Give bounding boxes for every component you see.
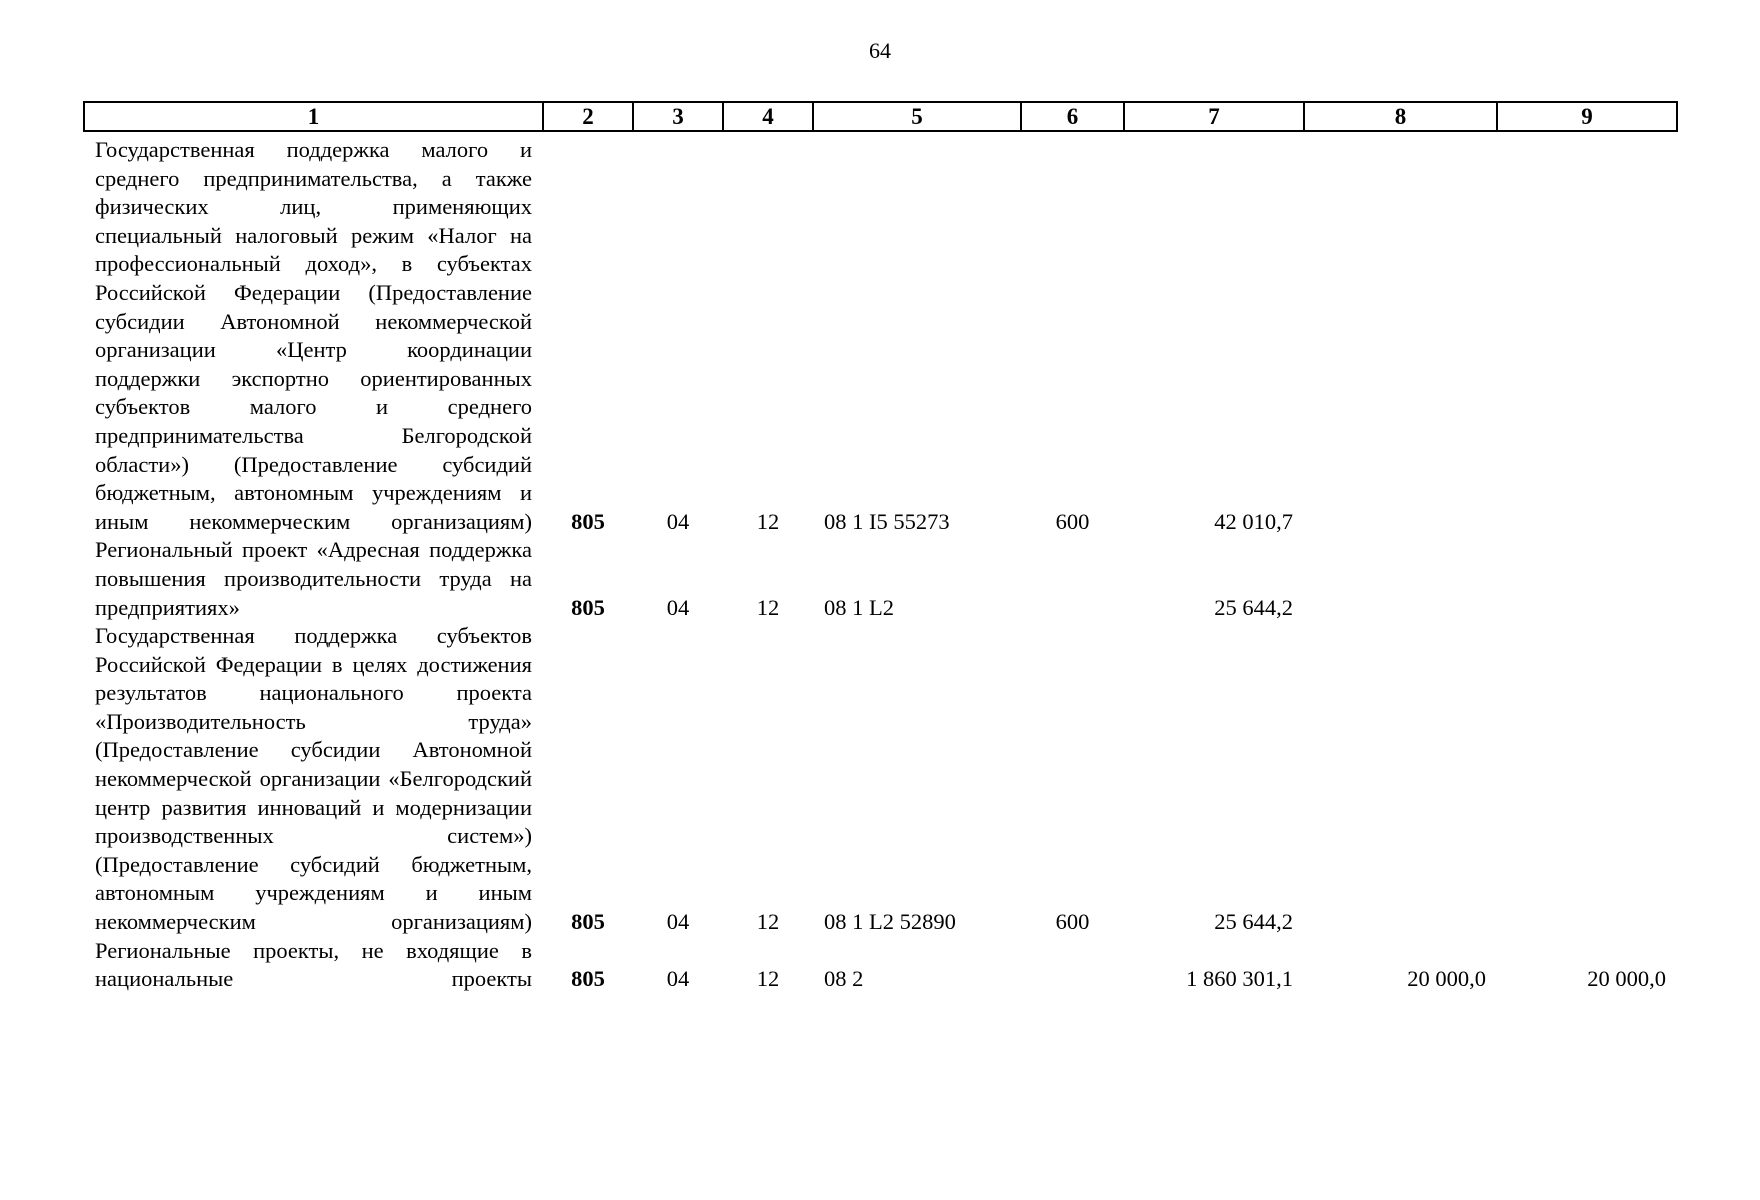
cell-col4: 12 (756, 966, 780, 992)
cell-col8 (1304, 536, 1497, 622)
table-row (84, 622, 1677, 937)
table-row (84, 536, 1677, 622)
cell-col4: 12 (756, 508, 780, 534)
header-cell: 1 (84, 102, 543, 131)
cell-col4: 12 (756, 594, 780, 620)
header-cell: 6 (1021, 102, 1124, 131)
cell-col9 (1497, 622, 1677, 937)
header-cell: 7 (1124, 102, 1304, 131)
cell-col7: 1 860 301,1 (1186, 966, 1293, 992)
row-name: Региональный проект «Адресная поддержка повышения производительности труда на предприятиях» (95, 537, 532, 620)
row-name: Государственная поддержка малого и среднего предпринимательства, а также физических лиц, применяющих специальный налоговый режим «Налог на профессиональный доход», в субъектах Российской Федерации (Предоставление субсидии Автономной некоммерческой организации «Центр координации поддержки экспортно ориентированных субъектов малого и среднего предпринимательства Белгородской области») (Предоставление субсидий бюджетным, автономным учреждениям и иным некоммерческим организациям) (95, 137, 532, 534)
header-cell: 8 (1304, 102, 1497, 131)
cell-col2: 805 (571, 508, 605, 534)
cell-col8 (1304, 622, 1497, 937)
cell-col6: 600 (1055, 909, 1090, 935)
cell-col6: 600 (1055, 508, 1090, 534)
table-row (84, 937, 1677, 994)
budget-table (83, 101, 1678, 994)
cell-col8 (1304, 131, 1497, 536)
cell-col4: 12 (756, 909, 780, 935)
cell-col3: 04 (666, 508, 690, 534)
cell-col2: 805 (571, 909, 605, 935)
cell-col9: 20 000,0 (1587, 966, 1666, 992)
cell-col6 (1021, 536, 1124, 622)
table-row (84, 131, 1677, 536)
cell-col8: 20 000,0 (1407, 966, 1486, 992)
cell-col7: 25 644,2 (1214, 909, 1293, 935)
header-cell: 9 (1497, 102, 1677, 131)
cell-col5: 08 1 L2 (824, 594, 894, 620)
cell-col7: 42 010,7 (1214, 508, 1293, 534)
cell-col2: 805 (571, 966, 605, 992)
cell-col9 (1497, 131, 1677, 536)
cell-col2: 805 (571, 594, 605, 620)
row-name: Государственная поддержка субъектов Российской Федерации в целях достижения результатов национального проекта «Производительность труда» (Предоставление субсидии Автономной некоммерческой организации «Белгородский центр развития инноваций и модернизации производственных систем») (Предоставление субсидий бюджетным, автономным учреждениям и иным некоммерческим организациям) (95, 623, 532, 935)
header-cell: 2 (543, 102, 633, 131)
cell-col5: 08 1 I5 55273 (824, 508, 950, 534)
cell-col7: 25 644,2 (1214, 594, 1293, 620)
cell-col5: 08 1 L2 52890 (824, 909, 956, 935)
page-number: 64 (869, 38, 891, 63)
cell-col3: 04 (666, 909, 690, 935)
header-cell: 3 (633, 102, 723, 131)
header-row (84, 102, 1677, 131)
cell-col5: 08 2 (824, 966, 864, 992)
header-cell: 5 (813, 102, 1021, 131)
header-cell: 4 (723, 102, 813, 131)
cell-col3: 04 (666, 594, 690, 620)
cell-col6 (1021, 937, 1124, 994)
cell-col9 (1497, 536, 1677, 622)
row-name: Региональные проекты, не входящие в национальные проекты (95, 937, 532, 992)
cell-col3: 04 (666, 966, 690, 992)
